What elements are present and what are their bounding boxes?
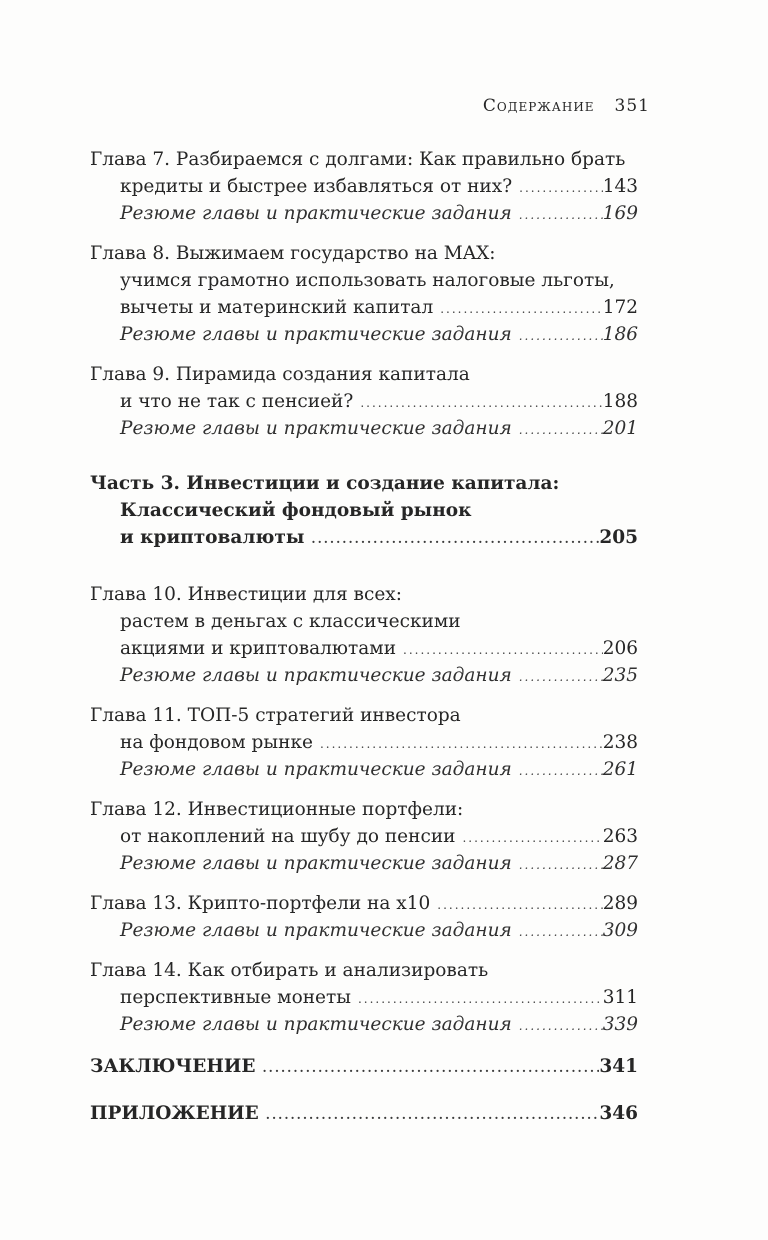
chapter-title: Глава 14. Как отбирать и анализировать <box>90 960 489 981</box>
chapter-page: 143 <box>602 176 638 197</box>
chapter-title: Глава 12. Инвестиционные портфели: <box>90 799 464 820</box>
leader-dots <box>512 852 603 879</box>
chapter-title-cont: на фондовом рынке <box>120 732 313 753</box>
page-number: 351 <box>614 96 650 116</box>
toc-entry-ch13 <box>90 890 638 944</box>
running-head <box>483 96 650 116</box>
chapter-title-cont: растем в деньгах с классическими <box>120 611 461 632</box>
chapter-title: Глава 10. Инвестиции для всех: <box>90 584 402 605</box>
chapter-page: 188 <box>602 391 638 412</box>
toc-entry-conclusion <box>90 1051 638 1082</box>
chapter-title-cont: вычеты и материнский капитал <box>120 297 434 318</box>
chapter-title-cont: от накоплений на шубу до пенсии <box>120 826 456 847</box>
toc-entry-ch11 <box>90 702 638 783</box>
toc-entry-part3 <box>90 470 638 551</box>
summary-title: Резюме главы и практические задания <box>120 665 512 686</box>
summary-title: Резюме главы и практические задания <box>120 1014 512 1035</box>
part-title: Часть 3. Инвестиции и создание капитала: <box>90 473 560 494</box>
appendix-page: 346 <box>599 1103 638 1124</box>
leader-dots <box>351 986 603 1013</box>
summary-title: Резюме главы и практические задания <box>120 324 512 345</box>
toc-entry-ch10 <box>90 581 638 689</box>
leader-dots <box>512 664 603 691</box>
leader-dots <box>255 1053 599 1084</box>
leader-dots <box>512 202 603 229</box>
toc-entry-appendix <box>90 1098 638 1129</box>
chapter-page: 263 <box>602 826 638 847</box>
toc-entry-ch9 <box>90 361 638 442</box>
summary-page: 339 <box>602 1014 638 1035</box>
summary-title: Резюме главы и практические задания <box>120 920 512 941</box>
chapter-page: 238 <box>602 732 638 753</box>
summary-page: 186 <box>602 324 638 345</box>
chapter-page: 172 <box>602 297 638 318</box>
leader-dots <box>512 919 603 946</box>
leader-dots <box>353 390 602 417</box>
summary-page: 261 <box>602 759 638 780</box>
conclusion-title: ЗАКЛЮЧЕНИЕ <box>90 1056 256 1077</box>
toc-entry-ch7 <box>90 146 638 227</box>
chapter-page: 206 <box>602 638 638 659</box>
chapter-page: 311 <box>602 987 638 1008</box>
chapter-title: Глава 13. Крипто-портфели на х10 <box>90 893 431 914</box>
leader-dots <box>512 175 603 202</box>
part-title-cont: и криптовалюты <box>120 527 305 548</box>
toc-entry-ch12 <box>90 796 638 877</box>
chapter-title-cont: учимся грамотно использовать налоговые льготы, <box>120 270 615 291</box>
chapter-title-cont: кредиты и быстрее избавляться от них? <box>120 176 513 197</box>
summary-title: Резюме главы и практические задания <box>120 203 512 224</box>
summary-page: 287 <box>602 853 638 874</box>
table-of-contents <box>90 146 638 1129</box>
leader-dots <box>396 637 603 664</box>
summary-title: Резюме главы и практические задания <box>120 853 512 874</box>
summary-page: 201 <box>602 418 638 439</box>
conclusion-page: 341 <box>599 1056 638 1077</box>
leader-dots <box>313 731 603 758</box>
chapter-title: Глава 8. Выжимаем государство на MAX: <box>90 243 496 264</box>
chapter-title: Глава 7. Разбираемся с долгами: Как правильно брать <box>90 149 626 170</box>
chapter-title-cont: перспективные монеты <box>120 987 351 1008</box>
leader-dots <box>455 825 602 852</box>
leader-dots <box>259 1100 600 1131</box>
leader-dots <box>512 1013 603 1040</box>
chapter-title-cont: акциями и криптовалютами <box>120 638 397 659</box>
leader-dots <box>512 323 603 350</box>
running-head-title: Содержание <box>482 96 595 116</box>
part-title-cont: Классический фондовый рынок <box>120 500 472 521</box>
summary-title: Резюме главы и практические задания <box>120 418 512 439</box>
part-page: 205 <box>599 527 638 548</box>
appendix-title: ПРИЛОЖЕНИЕ <box>90 1103 259 1124</box>
leader-dots <box>304 526 599 553</box>
toc-entry-ch8 <box>90 240 638 348</box>
toc-entry-end-matter <box>90 1051 638 1129</box>
leader-dots <box>430 892 602 919</box>
summary-page: 309 <box>602 920 638 941</box>
chapter-title-cont: и что не так с пенсией? <box>120 391 354 412</box>
toc-entry-ch14 <box>90 957 638 1038</box>
summary-title: Резюме главы и практические задания <box>120 759 512 780</box>
chapter-title: Глава 11. ТОП-5 стратегий инвестора <box>90 705 461 726</box>
leader-dots <box>433 296 602 323</box>
chapter-page: 289 <box>602 893 638 914</box>
chapter-title: Глава 9. Пирамида создания капитала <box>90 364 470 385</box>
leader-dots <box>512 758 603 785</box>
leader-dots <box>512 417 603 444</box>
summary-page: 169 <box>602 203 638 224</box>
summary-page: 235 <box>602 665 638 686</box>
